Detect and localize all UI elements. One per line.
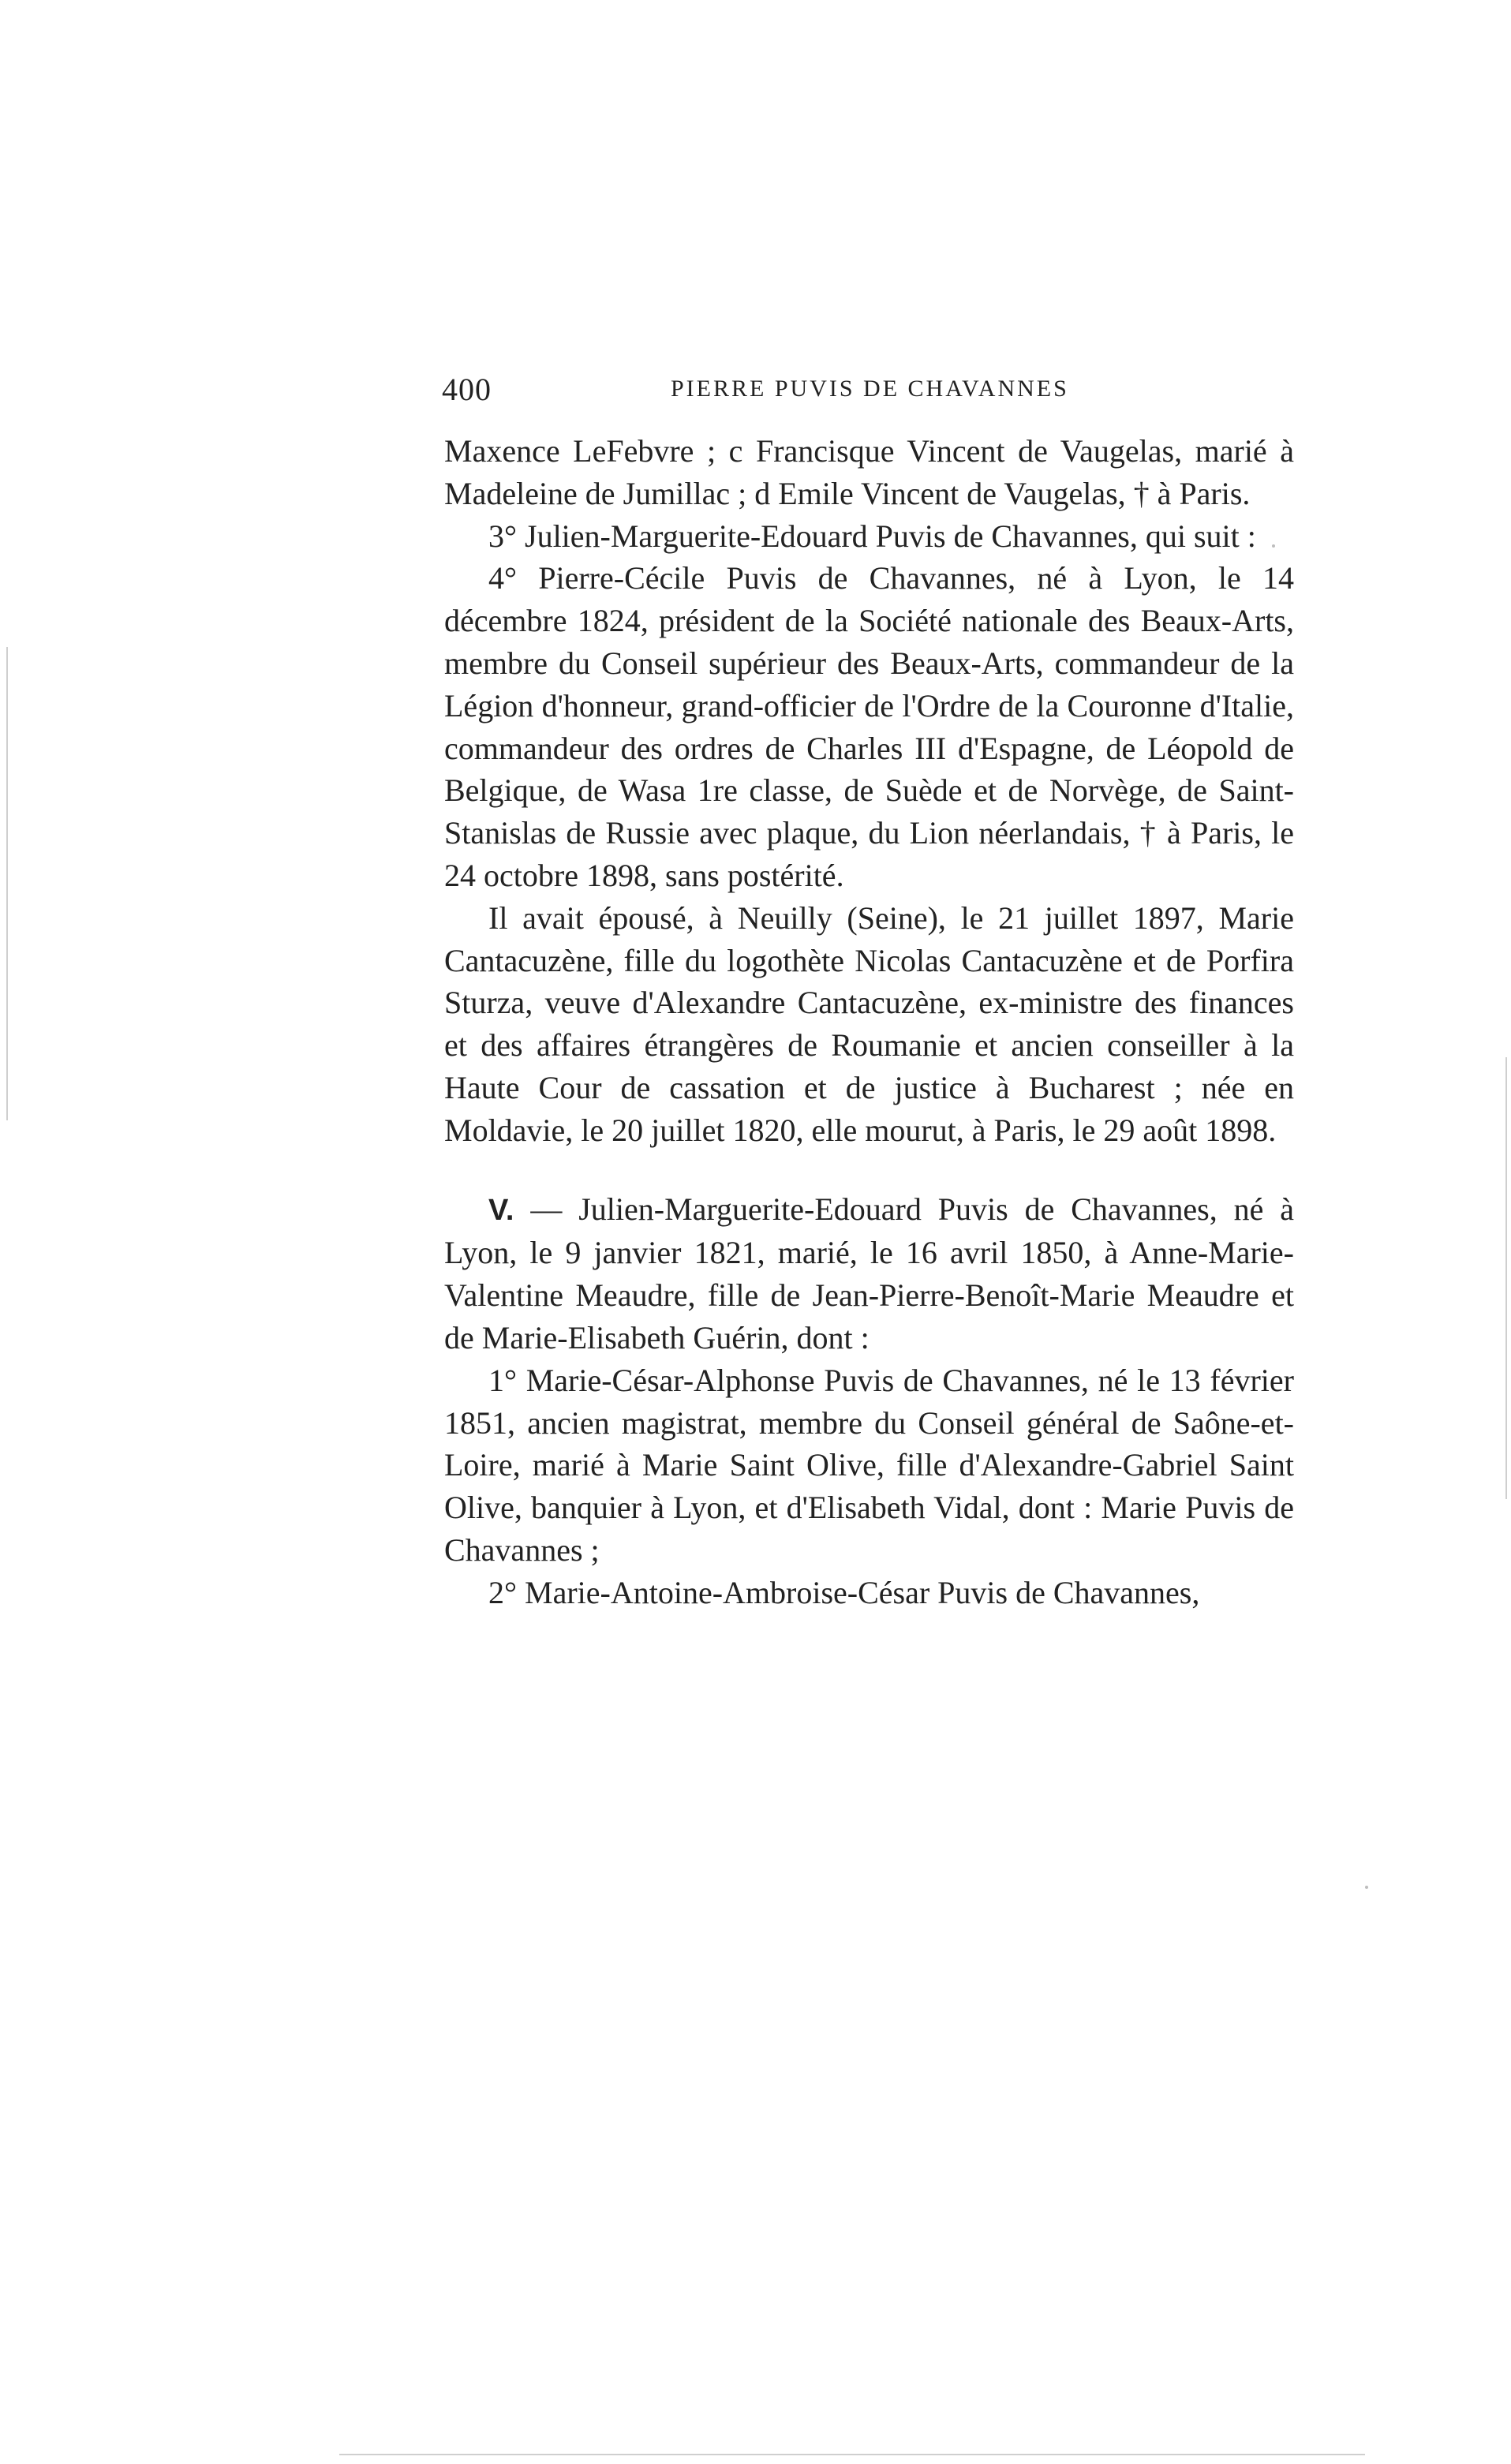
scan-speck: [1365, 1886, 1368, 1889]
paragraph-continuation: Maxence LeFebvre ; c Francisque Vincent de Vaugelas, marié à Madeleine de Jumillac ; d Emile Vincent de Vaugelas, † à Paris.: [444, 433, 1294, 511]
page-number: 400: [442, 372, 492, 407]
body-text: [444, 430, 1294, 1614]
page-header: [442, 371, 1294, 410]
paragraph-section-v: [444, 1188, 1294, 1359]
section-marker: V.: [488, 1193, 514, 1227]
scan-edge-line-right: [1505, 1057, 1507, 1499]
paragraph-item-4: 4° Pierre-Cécile Puvis de Chavannes, né à Lyon, le 14 décembre 1824, président de la Société nationale des Beaux-Arts, membre du Conseil supérieur des Beaux-Arts, commandeur de la Légion d'honneur, grand-officier de l'Ordre de la Couronne d'Italie, commandeur des ordres de Charles III d'Espagne, de Léopold de Belgique, de Wasa 1re classe, de Suède et de Norvège, de Saint-Stanislas de Russie avec plaque, du Lion néerlandais, † à Paris, le 24 octobre 1898, sans postérité.: [444, 560, 1294, 893]
scan-speck: [1272, 544, 1275, 548]
paragraph-child-1: 1° Marie-César-Alphonse Puvis de Chavannes, né le 13 février 1851, ancien magistrat, membre du Conseil général de Saône-et-Loire, marié à Marie Saint Olive, fille d'Alexandre-Gabriel Saint Olive, banquier à Lyon, et d'Elisabeth Vidal, dont : Marie Puvis de Chavannes ;: [444, 1362, 1294, 1568]
running-title: PIERRE PUVIS DE CHAVANNES: [671, 376, 1069, 402]
section-v-text: — Julien-Marguerite-Edouard Puvis de Chavannes, né à Lyon, le 9 janvier 1821, marié, le 16 avril 1850, à Anne-Marie-Valentine Meaudre, fille de Jean-Pierre-Benoît-Marie Meaudre et de Marie-Elisabeth Guérin, dont :: [444, 1191, 1294, 1355]
paragraph-item-3: 3° Julien-Marguerite-Edouard Puvis de Chavannes, qui suit :: [488, 518, 1256, 554]
section-gap: [444, 1152, 1294, 1188]
scan-edge-line-bottom: [339, 2454, 1365, 2455]
scan-edge-line-left: [6, 647, 8, 1120]
paragraph-child-2: 2° Marie-Antoine-Ambroise-César Puvis de Chavannes,: [488, 1574, 1200, 1610]
paragraph-marriage: Il avait épousé, à Neuilly (Seine), le 21 juillet 1897, Marie Cantacuzène, fille du logothète Nicolas Cantacuzène et de Porfira Sturza, veuve d'Alexandre Cantacuzène, ex-ministre des finances et des affaires étrangères de Roumanie et ancien conseiller à la Haute Cour de cassation et de justice à Bucharest ; née en Moldavie, le 20 juillet 1820, elle mourut, à Paris, le 29 août 1898.: [444, 899, 1294, 1148]
